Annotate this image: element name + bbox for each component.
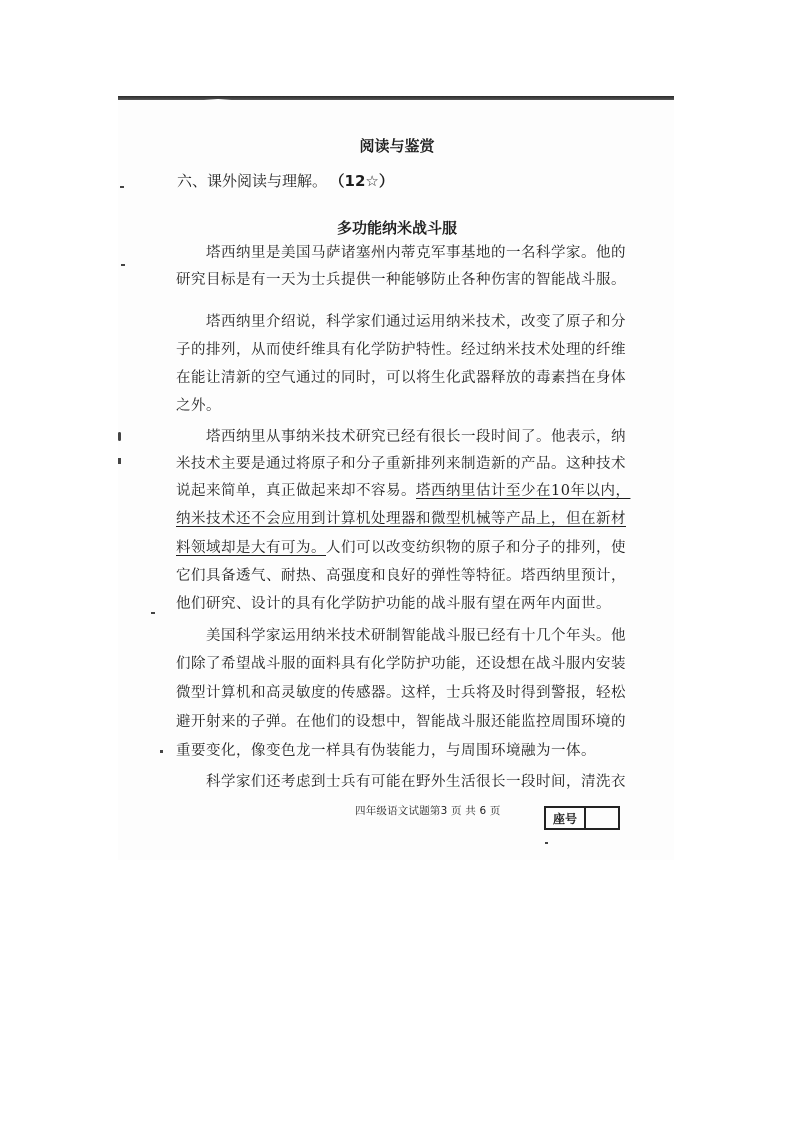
scan-mark	[118, 458, 121, 464]
seat-number-label: 座号	[546, 808, 586, 828]
article-line: 米技术主要是通过将原子和分子重新排列来制造新的产品。这种技术	[176, 456, 626, 472]
article-line: 避开射来的子弹。在他们的设想中，智能战斗服还能监控周围环境的	[176, 714, 626, 730]
article-line: 研究目标是有一天为士兵提供一种能够防止各种伤害的智能战斗服。	[176, 272, 626, 288]
article-line: 塔西纳里是美国马萨诸塞州内蒂克军事基地的一名科学家。他的	[206, 245, 626, 261]
article-line: 美国科学家运用纳米技术研制智能战斗服已经有十几个年头。他	[206, 628, 626, 644]
scan-mark	[545, 842, 548, 844]
underlined-sentence: 料领域却是大有可为。	[176, 540, 326, 556]
seat-number-field	[586, 808, 618, 828]
underlined-sentence: 塔西纳里估计至少在10年以内，	[416, 483, 631, 499]
article-line: 重要变化，像变色龙一样具有伪装能力，与周围环境融为一体。	[176, 743, 596, 759]
question-score: （12☆）	[337, 172, 394, 190]
article-line: 在能让清新的空气通过的同时，可以将生化武器释放的毒素挡在身体	[176, 370, 626, 386]
question-label: 六、课外阅读与理解。	[177, 172, 328, 190]
scan-mark	[121, 264, 125, 266]
article-line	[176, 509, 632, 529]
question-heading	[177, 170, 394, 191]
page-footer: 四年级语文试题第3 页 共 6 页	[355, 805, 501, 817]
article-line: 说起来简单，真正做起来却不容易。塔西纳里估计至少在10年以内，	[176, 483, 631, 499]
article-line: 们除了希望战斗服的面料具有化学防护功能，还设想在战斗服内安装	[176, 656, 626, 672]
scan-mark	[118, 432, 121, 441]
article-title: 多功能纳米战斗服	[336, 219, 457, 237]
scan-mark	[120, 186, 124, 188]
article-line: 微型计算机和高灵敏度的传感器。这样，士兵将及时得到警报，轻松	[176, 685, 626, 701]
article-line: 它们具备透气、耐热、高强度和良好的弹性等特征。塔西纳里预计，	[176, 568, 626, 584]
section-title: 阅读与鉴赏	[359, 137, 435, 155]
article-line: 科学家们还考虑到士兵有可能在野外生活很长一段时间，清洗衣	[206, 774, 626, 790]
scan-mark	[160, 750, 163, 753]
seat-number-box	[544, 806, 620, 830]
article-line: 塔西纳里介绍说，科学家们通过运用纳米技术，改变了原子和分	[206, 314, 626, 330]
article-line: 之外。	[176, 398, 221, 414]
article-line: 子的排列，从而使纤维具有化学防护特性。经过纳米技术处理的纤维	[176, 342, 626, 358]
article-line: 塔西纳里从事纳米技术研究已经有很长一段时间了。他表示，纳	[206, 429, 626, 445]
article-line: 他们研究、设计的具有化学防护功能的战斗服有望在两年内面世。	[176, 596, 611, 612]
article-line: 料领域却是大有可为。人们可以改变纺织物的原子和分子的排列，使	[176, 540, 626, 556]
scan-mark	[151, 612, 155, 614]
underlined-sentence: 纳米技术还不会应用到计算机处理器和微型机械等产品上，但在新材	[176, 511, 626, 527]
